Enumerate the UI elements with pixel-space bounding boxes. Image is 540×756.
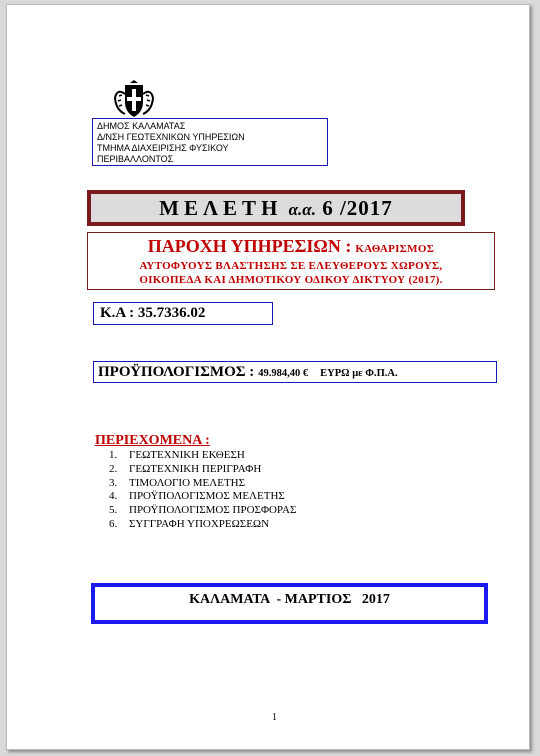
page-number: 1 — [272, 712, 277, 723]
service-description-box — [87, 232, 495, 290]
service-line3: ΟΙΚΟΠΕΔΑ ΚΑΙ ΔΗΜΟΤΙΚΟΥ ΟΔΙΚΟΥ ΔΙΚΤΥΟΥ (2017). — [139, 274, 443, 286]
list-item: 3. ΤΙΜΟΛΟΓΙΟ ΜΕΛΕΤΗΣ — [109, 476, 246, 489]
authority-line: ΤΜΗΜΑ ΔΙΑΧΕΙΡΙΣΗΣ ΦΥΣΙΚΟΥ — [97, 143, 229, 153]
issuing-authority-block — [92, 118, 328, 166]
list-item: 4. ΠΡΟΫΠΟΛΟΓΙΣΜΟΣ ΜΕΛΕΤΗΣ — [109, 490, 285, 503]
study-number: 6 /2017 — [322, 196, 393, 220]
contents-title: ΠΕΡΙΕΧΟΜΕΝΑ : — [95, 433, 210, 448]
budget-amount: 49.984,40 € — [258, 368, 309, 379]
study-aa-label: α.α. — [288, 200, 316, 219]
authority-line: ΠΕΡΙΒΑΛΛΟΝΤΟΣ — [97, 154, 174, 164]
list-item: 6. ΣΥΓΓΡΑΦΗ ΥΠΟΧΡΕΩΣΕΩΝ — [109, 517, 270, 530]
budget-box — [93, 361, 497, 383]
list-item: 2. ΓΕΩΤΕΧΝΙΚΗ ΠΕΡΙΓΡΑΦΗ — [109, 462, 262, 475]
authority-line: ΔΗΜΟΣ ΚΑΛΑΜΑΤΑΣ — [97, 121, 186, 131]
study-title-box — [87, 190, 465, 226]
list-item: 1. ΓΕΩΤΕΧΝΙΚΗ ΕΚΘΕΣΗ — [109, 449, 245, 461]
hellenic-coat-of-arms-icon — [113, 80, 155, 120]
place-date-box: ΚΑΛΑΜΑΤΑ - ΜΑΡΤΙΟΣ 2017 — [91, 583, 488, 624]
authority-line: Δ/ΝΣΗ ΓΕΩΤΕΧΝΙΚΩΝ ΥΠΗΡΕΣΙΩΝ — [97, 132, 245, 142]
budget-code-box: Κ.Α : 35.7336.02 — [93, 302, 273, 325]
list-item: 5. ΠΡΟΫΠΟΛΟΓΙΣΜΟΣ ΠΡΟΣΦΟΡΑΣ — [109, 504, 297, 517]
document-page — [6, 4, 530, 750]
study-word: ΜΕΛΕΤΗ — [159, 196, 283, 220]
budget-label: ΠΡΟΫΠΟΛΟΓΙΣΜΟΣ : — [98, 364, 255, 380]
service-line1-rest: ΚΑΘΑΡΙΣΜΟΣ — [355, 243, 435, 255]
contents-list — [109, 449, 296, 532]
service-line2: ΑΥΤΟΦΥΟΥΣ ΒΛΑΣΤΗΣΗΣ ΣΕ ΕΛΕΥΘΕΡΟΥΣ ΧΩΡΟΥΣ, — [139, 260, 443, 272]
budget-suffix: ΕΥΡΩ με Φ.Π.Α. — [320, 368, 398, 379]
study-title — [91, 194, 461, 224]
service-title: ΠΑΡΟΧΗ ΥΠΗΡΕΣΙΩΝ : — [147, 236, 352, 256]
